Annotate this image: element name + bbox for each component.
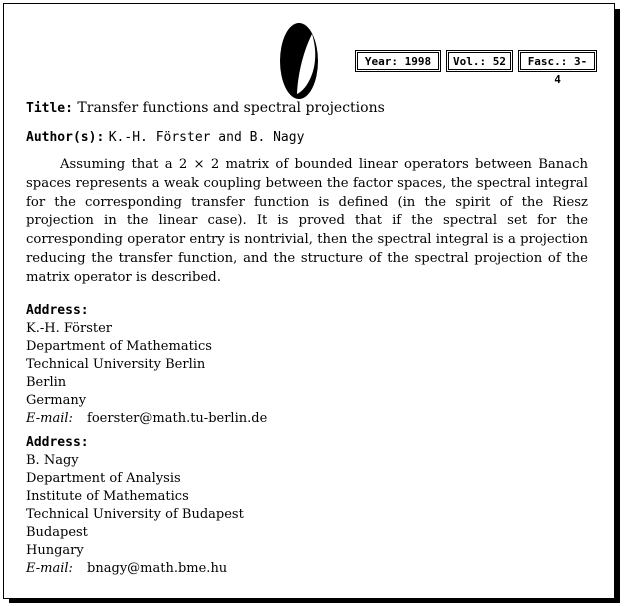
address-name: B. Nagy	[26, 453, 79, 468]
address-line: Budapest	[26, 525, 88, 540]
title-line	[26, 100, 385, 116]
authors-value: K.-H. Förster and B. Nagy	[108, 130, 305, 145]
address-block-1	[26, 302, 267, 428]
email-label: E-mail:	[26, 411, 73, 426]
address-name: K.-H. Förster	[26, 321, 112, 336]
email-row	[26, 560, 244, 578]
email-label: E-mail:	[26, 561, 73, 576]
address-label: Address:	[26, 435, 89, 450]
authors-label: Author(s):	[26, 130, 105, 145]
address-line: Department of Mathematics	[26, 339, 212, 354]
abstract-text: Assuming that a 2 × 2 matrix of bounded linear operators between Banach spaces represents a weak coupling between the factor spaces, the spectral integral for the corresponding transfer function is defined (in the spirit of the Riesz projection in the linear case). It is proved that if the spectral set for the corresponding operator entry is nontrivial, then the spectral integral is a projection reducing the transfer function, and the structure of the spectral projection of the matrix operator is described.	[26, 157, 588, 285]
address-line: Hungary	[26, 543, 84, 558]
address-line: Technical University Berlin	[26, 357, 206, 372]
address-line: Technical University of Budapest	[26, 507, 244, 522]
frame-shadow-bottom	[9, 598, 620, 603]
volume-badge: Vol.: 52	[448, 52, 511, 70]
frame-shadow-right	[615, 9, 620, 603]
address-line: Berlin	[26, 375, 67, 390]
title-label: Title:	[26, 101, 73, 116]
fascicle-badge: Fasc.: 3-4	[520, 52, 595, 70]
paper-title: Transfer functions and spectral projections	[77, 100, 385, 116]
address-block-2	[26, 434, 244, 578]
email-row	[26, 410, 267, 428]
address-label: Address:	[26, 303, 89, 318]
journal-logo-icon	[276, 20, 322, 102]
email-address[interactable]: bnagy@math.bme.hu	[87, 561, 228, 576]
address-line: Germany	[26, 393, 87, 408]
email-address[interactable]: foerster@math.tu-berlin.de	[87, 411, 268, 426]
authors-line	[26, 129, 304, 145]
year-badge: Year: 1998	[357, 52, 439, 70]
address-line: Department of Analysis	[26, 471, 181, 486]
address-line: Institute of Mathematics	[26, 489, 189, 504]
